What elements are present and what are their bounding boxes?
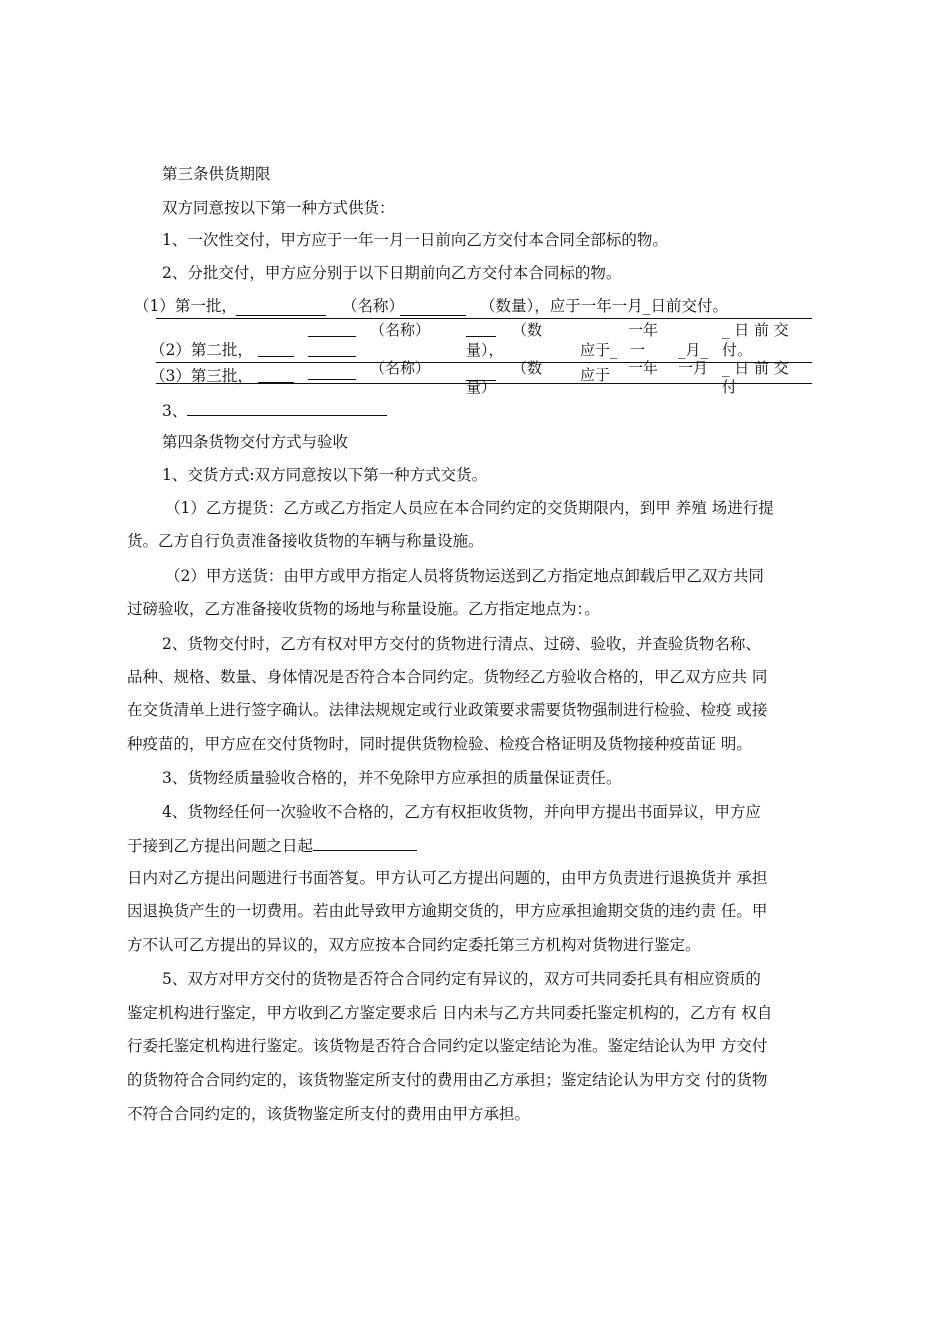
batch3-qty-b-clip: [462, 378, 502, 396]
article4-p5-line2: 鉴定机构进行鉴定，甲方收到乙方鉴定要求后 日内未与乙方共同委托鉴定机构的，乙方有 权自: [127, 1004, 773, 1022]
article4-p5-line4: 的货物符合合同约定的，该货物鉴定所支付的费用由乙方承担；鉴定结论认为甲方交 付的货物: [127, 1071, 768, 1089]
batch1-qty: （数量），应于一年一月_日前交付。: [480, 297, 729, 315]
article4-p2-line2: 品种、规格、数量、身体情况是否符合本合同约定。货物经乙方验收合格的，甲乙双方应共 同: [127, 668, 768, 686]
batch2-label: （2）第二批，: [150, 341, 253, 359]
batch1-name: （名称）: [342, 297, 405, 315]
batch3-due: 应于_: [580, 366, 618, 384]
batch3-month: 一月: [678, 359, 709, 377]
batch1-label: （1）第一批，: [134, 297, 237, 315]
p4-line2-text: 于接到乙方提出问题之日起: [127, 837, 314, 855]
article4-p5-line1: 5、双方对甲方交付的货物是否符合合同约定有异议的，双方可共同委托具有相应资质的: [162, 970, 761, 988]
item3-label: 3、: [162, 402, 188, 420]
article4-p5-line5: 不符合合同约定的，该货物鉴定所支付的费用由甲方承担。: [127, 1105, 531, 1123]
article4-title: 第四条货物交付方式与验收: [162, 433, 349, 451]
batch3-qty-a: （数: [512, 359, 543, 377]
batch3-day: _ 日 前 交: [722, 359, 789, 377]
article4-p4-line4: 因退换货产生的一切费用。若由此导致甲方逾期交货的，甲方应承担逾期交货的违约责 任。甲: [127, 902, 768, 920]
batch2-dash: 一: [630, 341, 646, 359]
article4-p3: 3、货物经质量验收合格的，并不免除甲方应承担的质量保证责任。: [162, 769, 622, 787]
item3-blank[interactable]: [187, 399, 387, 416]
article3-item3: [162, 399, 387, 421]
p4-days-blank[interactable]: [313, 834, 417, 851]
batch2-day: _ 日 前 交: [722, 321, 789, 339]
batch2-year: 一年: [628, 321, 659, 339]
article3-item2: 2、分批交付，甲方应分别于以下日期前向乙方交付本合同标的物。: [162, 264, 622, 282]
article4-p4-line2: [127, 834, 417, 856]
batch3-qty-b: 量）: [466, 378, 497, 396]
article4-p4-line1: 4、货物经任何一次验收不合格的，乙方有权拒收货物，并向甲方提出书面异议，甲方应: [162, 803, 761, 821]
article4-p1a-line2: 货。乙方自行负责准备接收货物的车辆与称量设施。: [127, 532, 484, 550]
table-rule-2: [156, 362, 812, 363]
batch2-blank-qty[interactable]: [466, 320, 496, 337]
article4-p4-line3: 日内对乙方提出问题进行书面答复。甲方认可乙方提出问题的，由甲方负责进行退换货并 承担: [127, 869, 768, 887]
article4-p2-line1: 2、货物交付时，乙方有权对甲方交付的货物进行清点、过磅、验收，并查验货物名称、: [162, 635, 761, 653]
batch2-month: _月_: [678, 341, 709, 359]
batch2-due: 应于_: [580, 341, 618, 359]
batch2-qty-a: （数: [512, 321, 543, 339]
batch1-blank-b[interactable]: [400, 299, 466, 316]
batch2-blank-top[interactable]: [308, 320, 356, 337]
article3-intro: 双方同意按以下第一种方式供货：: [162, 199, 395, 217]
batch2-blank-a[interactable]: [258, 340, 294, 357]
article4-p2-line3: 在交货清单上进行签字确认。法律法规规定或行业政策要求需要货物强制进行检验、检疫 或接: [127, 701, 768, 719]
article4-p1a-line1: （1）乙方提货：乙方或乙方指定人员应在本合同约定的交货期限内，到甲 养殖 场进行提: [165, 499, 774, 517]
article4-p5-line3: 行委托鉴定机构进行鉴定。该货物是否符合合同约定以鉴定结论为准。鉴定结论认为甲 方交付: [127, 1037, 768, 1055]
batch2-qty-b: 量），: [466, 341, 504, 359]
article3-title: 第三条供货期限: [162, 165, 271, 183]
article4-p1: 1、交货方式:双方同意按以下第一种方式交货。: [162, 466, 488, 484]
batch1-blank-a[interactable]: [236, 299, 326, 316]
batch2-blank-b[interactable]: [308, 340, 356, 357]
batch2-deliver: 付。: [722, 341, 753, 359]
batch3-deliver-clip: [720, 378, 750, 396]
batch2-name: （名称）: [370, 321, 431, 339]
batch3-deliver: 付: [722, 378, 738, 396]
batch3-blank-b[interactable]: [308, 363, 356, 380]
batch3-year: 一年: [628, 359, 659, 377]
table-rule-1: [156, 318, 812, 319]
article4-p1b-line2: 过磅验收，乙方准备接收货物的场地与称量设施。乙方指定地点为：。: [127, 600, 600, 618]
article3-item1: 1、一次性交付，甲方应于一年一月一日前向乙方交付本合同全部标的物。: [162, 231, 668, 249]
batch3-label: （3）第三批，: [150, 367, 253, 385]
article4-p1b-line1: （2）甲方送货：由甲方或甲方指定人员将货物运送到乙方指定地点卸载后甲乙双方共同: [165, 567, 764, 585]
batch3-blank-a[interactable]: [258, 366, 294, 383]
article4-p2-line4: 种疫苗的，甲方应在交付货物时，同时提供货物检验、检疫合格证明及货物接种疫苗证 明。: [127, 735, 752, 753]
article4-p4-line5: 方不认可乙方提出的异议的，双方应按本合同约定委托第三方机构对货物进行鉴定。: [127, 936, 701, 954]
batch3-name: （名称）: [370, 359, 431, 377]
